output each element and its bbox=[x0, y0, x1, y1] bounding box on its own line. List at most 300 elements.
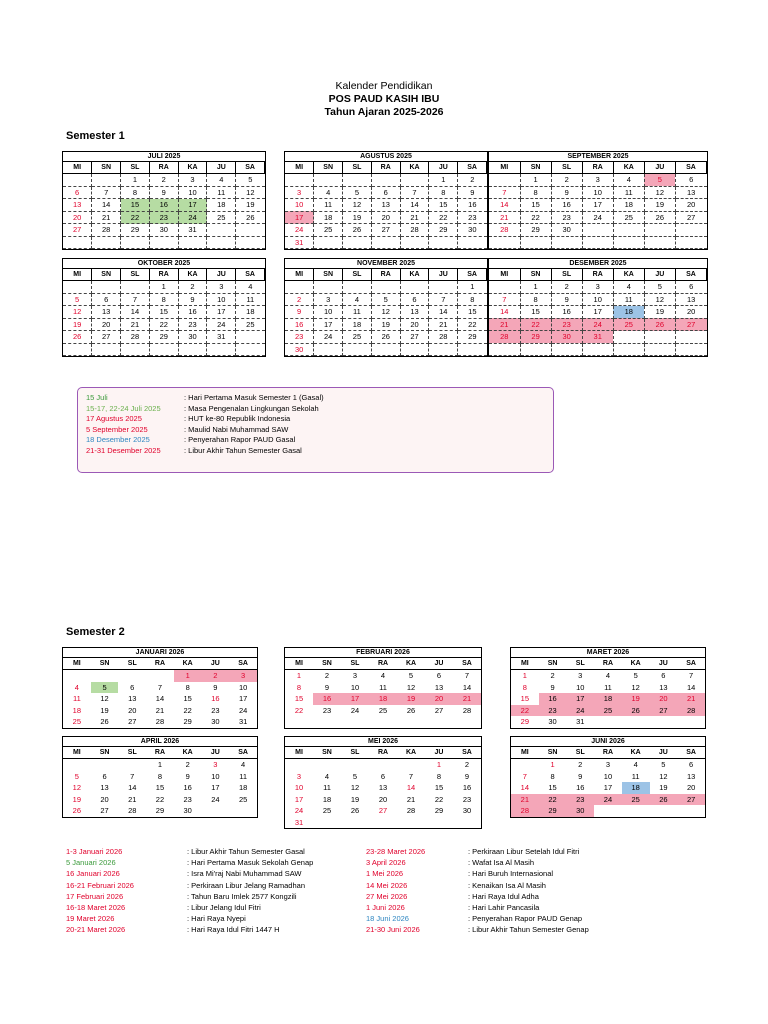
empty-cell bbox=[285, 281, 314, 294]
legend-date: 5 September 2025 bbox=[86, 424, 148, 434]
day-cell: 2 bbox=[458, 174, 487, 187]
day-cell: 5 bbox=[74, 771, 79, 781]
empty-cell bbox=[91, 670, 119, 682]
day-cell: 28 bbox=[121, 331, 150, 344]
empty-cell bbox=[677, 805, 705, 817]
empty-cell bbox=[343, 343, 372, 356]
day-cell: 6 bbox=[689, 760, 694, 770]
month-calendar bbox=[62, 258, 266, 357]
day-cell: 29 bbox=[539, 805, 567, 817]
day-cell: 10 bbox=[603, 771, 613, 781]
weekday-header: RA bbox=[146, 747, 174, 759]
empty-cell bbox=[369, 716, 397, 728]
day-cell: 12 bbox=[100, 694, 109, 704]
day-cell: 13 bbox=[378, 783, 388, 793]
weekday-header: SA bbox=[675, 269, 706, 281]
weekday-header: SL bbox=[566, 747, 594, 759]
empty-cell bbox=[343, 281, 372, 294]
empty-cell bbox=[236, 224, 265, 237]
empty-cell bbox=[314, 174, 343, 187]
day-cell: 24 bbox=[238, 705, 248, 715]
day-cell: 24 bbox=[314, 331, 343, 344]
day-cell: 20 bbox=[371, 211, 400, 224]
day-cell: 23 bbox=[551, 318, 582, 331]
day-cell: 17 bbox=[238, 694, 248, 704]
weekday-header: JU bbox=[202, 658, 230, 670]
empty-cell bbox=[400, 343, 429, 356]
weekday-header: RA bbox=[371, 162, 400, 174]
empty-cell bbox=[285, 759, 313, 771]
day-cell: 21 bbox=[511, 794, 539, 806]
day-cell: 8 bbox=[458, 293, 487, 306]
legend-description: : Kenaikan Isa Al Masih bbox=[468, 880, 546, 890]
day-cell: 3 bbox=[314, 293, 343, 306]
empty-cell bbox=[207, 343, 236, 356]
day-cell: 2 bbox=[178, 281, 207, 294]
day-cell: 13 bbox=[659, 682, 668, 692]
day-cell: 22 bbox=[511, 705, 539, 717]
day-cell: 10 bbox=[207, 293, 236, 306]
day-cell: 24 bbox=[211, 794, 220, 804]
day-cell: 13 bbox=[371, 199, 400, 212]
empty-cell bbox=[458, 236, 487, 249]
empty-cell bbox=[511, 759, 539, 771]
empty-cell bbox=[400, 281, 429, 294]
legend-description: : Libur Akhir Tahun Semester Genap bbox=[468, 925, 589, 935]
weekday-header: JU bbox=[429, 269, 458, 281]
day-cell: 30 bbox=[183, 806, 192, 816]
day-cell: 27 bbox=[378, 806, 388, 816]
empty-cell bbox=[675, 236, 706, 249]
month-name: FEBRUARI 2026 bbox=[285, 648, 481, 658]
weekday-header: KA bbox=[622, 658, 650, 670]
day-cell: 8 bbox=[149, 293, 178, 306]
day-cell: 4 bbox=[207, 174, 236, 187]
empty-cell bbox=[397, 817, 425, 829]
day-cell: 9 bbox=[551, 186, 582, 199]
empty-cell bbox=[551, 343, 582, 356]
day-cell: 21 bbox=[121, 318, 150, 331]
day-cell: 3 bbox=[229, 670, 257, 682]
day-cell: 27 bbox=[400, 331, 429, 344]
weekday-header: SL bbox=[551, 269, 582, 281]
day-cell: 27 bbox=[675, 211, 706, 224]
day-cell: 16 bbox=[462, 783, 472, 793]
day-cell: 19 bbox=[63, 318, 92, 331]
semester-1-title: Semester 1 bbox=[66, 130, 125, 142]
empty-cell bbox=[371, 236, 400, 249]
day-cell: 27 bbox=[128, 717, 137, 727]
month-name: NOVEMBER 2025 bbox=[285, 259, 487, 269]
weekday-header: MI bbox=[489, 162, 520, 174]
day-cell: 15 bbox=[520, 694, 530, 704]
weekday-header: SA bbox=[458, 269, 487, 281]
day-cell: 30 bbox=[551, 224, 582, 237]
day-cell: 10 bbox=[178, 186, 207, 199]
day-cell: 5 bbox=[644, 281, 675, 294]
document-title bbox=[0, 80, 768, 119]
day-cell: 21 bbox=[92, 211, 121, 224]
day-cell: 5 bbox=[236, 174, 265, 187]
day-cell: 16 bbox=[458, 199, 487, 212]
day-cell: 13 bbox=[100, 783, 109, 793]
empty-cell bbox=[594, 805, 622, 817]
title-line-3: Tahun Ajaran 2025-2026 bbox=[324, 106, 444, 118]
empty-cell bbox=[236, 236, 265, 249]
day-cell: 4 bbox=[613, 174, 644, 187]
day-cell: 6 bbox=[371, 186, 400, 199]
weekday-header: KA bbox=[397, 747, 425, 759]
semester-2-title: Semester 2 bbox=[66, 626, 125, 638]
empty-cell bbox=[582, 236, 613, 249]
day-cell: 24 bbox=[594, 794, 622, 806]
day-cell: 22 bbox=[539, 794, 567, 806]
day-cell: 6 bbox=[380, 771, 386, 781]
day-cell: 18 bbox=[72, 705, 82, 715]
day-cell: 27 bbox=[371, 224, 400, 237]
month-name: MEI 2026 bbox=[285, 737, 481, 747]
weekday-header: MI bbox=[63, 269, 92, 281]
day-cell: 18 bbox=[236, 306, 265, 319]
day-cell: 9 bbox=[149, 186, 178, 199]
day-cell: 16 bbox=[183, 783, 192, 793]
day-cell: 20 bbox=[675, 199, 706, 212]
day-cell: 25 bbox=[238, 794, 248, 804]
day-cell: 23 bbox=[462, 794, 472, 804]
day-cell: 1 bbox=[522, 671, 527, 681]
day-cell: 5 bbox=[633, 671, 638, 681]
day-cell: 10 bbox=[582, 186, 613, 199]
day-cell: 23 bbox=[149, 211, 178, 224]
legend-date: 16 Januari 2026 bbox=[66, 869, 120, 879]
empty-cell bbox=[313, 716, 341, 728]
day-cell: 25 bbox=[378, 705, 388, 715]
day-cell: 8 bbox=[522, 682, 527, 692]
legend-description: : Hari Lahir Pancasila bbox=[468, 903, 540, 912]
day-cell: 30 bbox=[566, 805, 594, 817]
weekday-header: RA bbox=[369, 658, 397, 670]
day-cell: 14 bbox=[520, 783, 530, 793]
day-cell: 15 bbox=[149, 306, 178, 319]
day-cell: 5 bbox=[63, 293, 92, 306]
day-cell: 16 bbox=[178, 306, 207, 319]
day-cell: 19 bbox=[371, 318, 400, 331]
empty-cell bbox=[429, 236, 458, 249]
day-cell: 9 bbox=[178, 293, 207, 306]
day-cell: 21 bbox=[128, 794, 137, 804]
weekday-header: SA bbox=[453, 747, 481, 759]
day-cell: 12 bbox=[236, 186, 265, 199]
day-cell: 6 bbox=[436, 671, 442, 681]
empty-cell bbox=[63, 281, 92, 294]
day-cell: 20 bbox=[128, 705, 137, 715]
day-cell: 6 bbox=[92, 293, 121, 306]
day-cell: 24 bbox=[582, 211, 613, 224]
empty-cell bbox=[92, 174, 121, 187]
weekday-header: SN bbox=[91, 747, 119, 759]
day-cell: 25 bbox=[72, 717, 82, 727]
empty-cell bbox=[489, 236, 520, 249]
day-cell: 7 bbox=[464, 671, 470, 681]
month-name: JULI 2025 bbox=[63, 152, 265, 162]
day-cell: 19 bbox=[644, 306, 675, 319]
day-cell: 2 bbox=[551, 281, 582, 294]
weekday-header: SN bbox=[314, 162, 343, 174]
day-cell: 18 bbox=[594, 693, 622, 705]
weekday-header: SN bbox=[539, 747, 567, 759]
day-cell: 6 bbox=[63, 186, 92, 199]
weekday-header: JU bbox=[202, 747, 230, 759]
empty-cell bbox=[582, 343, 613, 356]
day-cell: 11 bbox=[323, 783, 331, 793]
weekday-header: SL bbox=[341, 658, 369, 670]
empty-cell bbox=[425, 817, 453, 829]
day-cell: 13 bbox=[63, 199, 92, 212]
weekday-header: KA bbox=[400, 162, 429, 174]
day-cell: 18 bbox=[622, 782, 650, 794]
day-cell: 7 bbox=[157, 682, 163, 692]
day-cell: 12 bbox=[72, 783, 82, 793]
day-cell: 27 bbox=[675, 318, 706, 331]
month-name: AGUSTUS 2025 bbox=[285, 152, 487, 162]
empty-cell bbox=[229, 805, 257, 817]
day-cell: 26 bbox=[406, 705, 416, 715]
day-cell: 9 bbox=[458, 186, 487, 199]
day-cell: 18 bbox=[322, 794, 332, 804]
day-cell: 31 bbox=[178, 224, 207, 237]
day-cell: 8 bbox=[121, 186, 150, 199]
weekday-header: SN bbox=[520, 162, 551, 174]
day-cell: 3 bbox=[578, 671, 583, 681]
empty-cell bbox=[63, 236, 92, 249]
month-name: DESEMBER 2025 bbox=[489, 259, 707, 269]
day-cell: 29 bbox=[121, 224, 150, 237]
day-cell: 22 bbox=[434, 794, 444, 804]
empty-cell bbox=[429, 343, 458, 356]
day-cell: 6 bbox=[400, 293, 429, 306]
day-cell: 7 bbox=[408, 771, 414, 781]
weekday-header: JU bbox=[425, 658, 453, 670]
day-cell: 7 bbox=[489, 293, 520, 306]
empty-cell bbox=[520, 343, 551, 356]
day-cell: 21 bbox=[429, 318, 458, 331]
day-cell: 23 bbox=[566, 794, 594, 806]
legend-date: 19 Maret 2026 bbox=[66, 914, 115, 924]
day-cell: 9 bbox=[185, 771, 190, 781]
legend-date: 23-28 Maret 2026 bbox=[366, 847, 426, 856]
day-cell: 25 bbox=[613, 211, 644, 224]
day-cell: 14 bbox=[400, 199, 429, 212]
empty-cell bbox=[458, 343, 487, 356]
day-cell: 22 bbox=[155, 794, 165, 804]
day-cell: 29 bbox=[155, 806, 165, 816]
day-cell: 27 bbox=[650, 705, 678, 717]
weekday-header: RA bbox=[371, 269, 400, 281]
day-cell: 15 bbox=[458, 306, 487, 319]
day-cell: 24 bbox=[294, 806, 304, 816]
legend-description: : Libur Akhir Tahun Semester Gasal bbox=[187, 847, 305, 856]
day-cell: 11 bbox=[343, 306, 372, 319]
empty-cell bbox=[369, 817, 397, 829]
day-cell: 21 bbox=[677, 693, 705, 705]
empty-cell bbox=[397, 759, 425, 771]
day-cell: 7 bbox=[429, 293, 458, 306]
day-cell: 7 bbox=[689, 671, 694, 681]
empty-cell bbox=[675, 224, 706, 237]
day-cell: 24 bbox=[566, 705, 594, 717]
weekday-header: RA bbox=[146, 658, 174, 670]
empty-cell bbox=[118, 759, 146, 771]
day-cell: 6 bbox=[675, 174, 706, 187]
legend-description: : Masa Pengenalan Lingkungan Sekolah bbox=[184, 403, 319, 413]
weekday-header: SL bbox=[343, 162, 372, 174]
day-cell: 30 bbox=[178, 331, 207, 344]
day-cell: 20 bbox=[650, 693, 678, 705]
day-cell: 17 bbox=[314, 318, 343, 331]
day-cell: 15 bbox=[520, 199, 551, 212]
empty-cell bbox=[613, 236, 644, 249]
empty-cell bbox=[371, 281, 400, 294]
day-cell: 28 bbox=[400, 224, 429, 237]
day-cell: 25 bbox=[314, 224, 343, 237]
day-cell: 10 bbox=[211, 771, 220, 781]
day-cell: 25 bbox=[594, 705, 622, 717]
weekday-header: SN bbox=[539, 658, 567, 670]
weekday-header: SA bbox=[675, 162, 706, 174]
legend-date: 21-30 Juni 2026 bbox=[366, 925, 420, 935]
day-cell: 1 bbox=[149, 281, 178, 294]
day-cell: 8 bbox=[550, 771, 555, 781]
day-cell: 19 bbox=[644, 199, 675, 212]
weekday-header: MI bbox=[511, 658, 539, 670]
day-cell: 20 bbox=[686, 783, 696, 793]
day-cell: 12 bbox=[631, 682, 640, 692]
day-cell: 14 bbox=[462, 682, 472, 692]
month-calendar bbox=[62, 647, 258, 729]
day-cell: 13 bbox=[686, 771, 696, 781]
weekday-header: RA bbox=[594, 658, 622, 670]
day-cell: 23 bbox=[285, 331, 314, 344]
day-cell: 5 bbox=[371, 293, 400, 306]
empty-cell bbox=[63, 174, 92, 187]
day-cell: 23 bbox=[183, 794, 192, 804]
weekday-header: SN bbox=[91, 658, 119, 670]
day-cell: 26 bbox=[650, 794, 678, 806]
day-cell: 23 bbox=[458, 211, 487, 224]
day-cell: 31 bbox=[285, 236, 314, 249]
day-cell: 10 bbox=[294, 783, 304, 793]
legend-description: : Libur Jelang Idul Fitri bbox=[187, 903, 261, 912]
empty-cell bbox=[92, 343, 121, 356]
day-cell: 30 bbox=[462, 806, 472, 816]
day-cell: 30 bbox=[285, 343, 314, 356]
legend-date: 17 Februari 2026 bbox=[66, 891, 124, 901]
day-cell: 8 bbox=[520, 186, 551, 199]
weekday-header: SL bbox=[566, 658, 594, 670]
day-cell: 24 bbox=[285, 224, 314, 237]
day-cell: 4 bbox=[343, 293, 372, 306]
day-cell: 9 bbox=[324, 682, 330, 692]
day-cell: 17 bbox=[294, 794, 304, 804]
day-cell: 28 bbox=[511, 805, 539, 817]
legend-description: : Hari Raya Idul Fitri 1447 H bbox=[187, 925, 280, 935]
day-cell: 6 bbox=[661, 671, 666, 681]
weekday-header: MI bbox=[285, 162, 314, 174]
weekday-header: SL bbox=[121, 162, 150, 174]
day-cell: 11 bbox=[72, 694, 81, 704]
legend-description: : Wafat Isa Al Masih bbox=[468, 858, 534, 868]
day-cell: 13 bbox=[434, 682, 444, 692]
day-cell: 20 bbox=[92, 318, 121, 331]
day-cell: 4 bbox=[74, 682, 79, 692]
empty-cell bbox=[146, 670, 174, 682]
weekday-header: SL bbox=[341, 747, 369, 759]
empty-cell bbox=[425, 716, 453, 728]
day-cell: 15 bbox=[121, 199, 150, 212]
legend-date: 16-18 Maret 2026 bbox=[66, 903, 126, 912]
day-cell: 30 bbox=[551, 331, 582, 344]
empty-cell bbox=[207, 236, 236, 249]
weekday-header: SA bbox=[453, 658, 481, 670]
empty-cell bbox=[149, 343, 178, 356]
weekday-header: SA bbox=[229, 658, 257, 670]
legend-description: : Hari Pertama Masuk Sekolah Genap bbox=[187, 858, 314, 868]
legend-description: : Hari Raya Idul Adha bbox=[468, 891, 539, 901]
legend-date: 18 Juni 2026 bbox=[366, 914, 409, 924]
day-cell: 29 bbox=[149, 331, 178, 344]
day-cell: 25 bbox=[322, 806, 332, 816]
empty-cell bbox=[551, 236, 582, 249]
day-cell: 28 bbox=[128, 806, 137, 816]
empty-cell bbox=[371, 174, 400, 187]
weekday-header: RA bbox=[149, 269, 178, 281]
empty-cell bbox=[285, 174, 314, 187]
weekday-header: JU bbox=[644, 269, 675, 281]
day-cell: 22 bbox=[294, 705, 304, 715]
day-cell: 7 bbox=[92, 186, 121, 199]
empty-cell bbox=[644, 224, 675, 237]
day-cell: 21 bbox=[489, 318, 520, 331]
day-cell: 26 bbox=[63, 331, 92, 344]
day-cell: 12 bbox=[371, 306, 400, 319]
empty-cell bbox=[202, 805, 230, 817]
empty-cell bbox=[236, 331, 265, 344]
empty-cell bbox=[285, 716, 313, 728]
empty-cell bbox=[178, 236, 207, 249]
day-cell: 2 bbox=[149, 174, 178, 187]
month-calendar bbox=[62, 151, 266, 250]
day-cell: 8 bbox=[157, 771, 163, 781]
empty-cell bbox=[489, 174, 520, 187]
weekday-header: JU bbox=[644, 162, 675, 174]
empty-cell bbox=[314, 343, 343, 356]
day-cell: 21 bbox=[400, 211, 429, 224]
weekday-header: SL bbox=[118, 747, 146, 759]
empty-cell bbox=[371, 343, 400, 356]
day-cell: 26 bbox=[236, 211, 265, 224]
day-cell: 28 bbox=[155, 717, 165, 727]
day-cell: 22 bbox=[520, 318, 551, 331]
weekday-header: MI bbox=[285, 747, 313, 759]
empty-cell bbox=[343, 236, 372, 249]
empty-cell bbox=[121, 236, 150, 249]
empty-cell bbox=[313, 817, 341, 829]
day-cell: 14 bbox=[128, 783, 137, 793]
day-cell: 30 bbox=[548, 717, 557, 727]
month-name: MARET 2026 bbox=[511, 648, 705, 658]
day-cell: 7 bbox=[121, 293, 150, 306]
day-cell: 11 bbox=[604, 682, 612, 692]
